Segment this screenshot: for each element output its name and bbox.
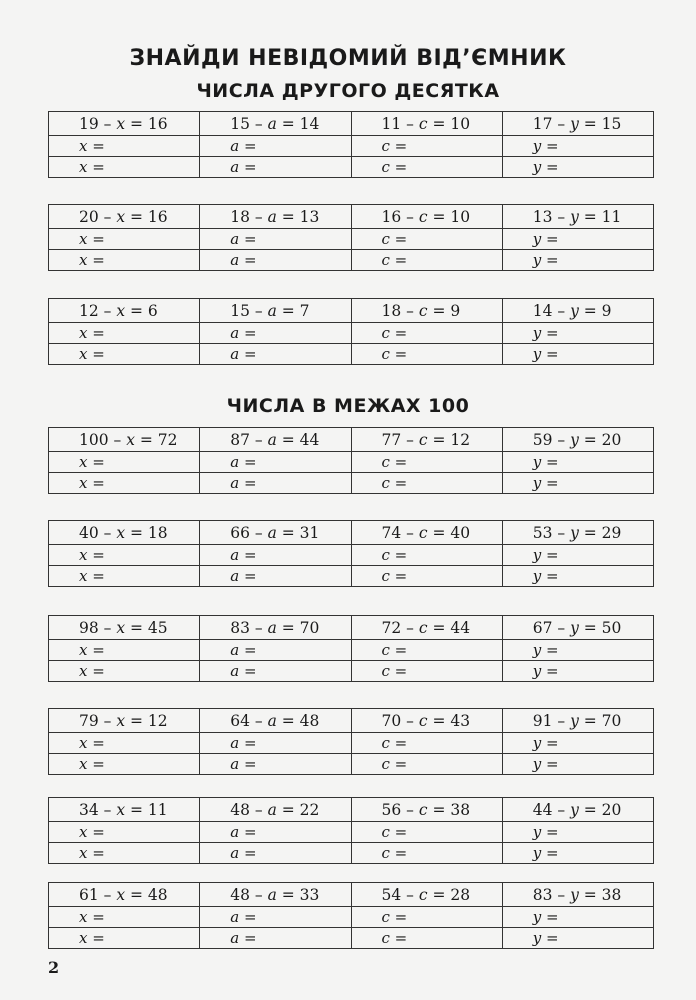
equation-cell: 98 – x = 45 [49, 616, 200, 640]
answer-blank[interactable]: c = [351, 157, 502, 178]
page-title: ЗНАЙДИ НЕВІДОМИЙ ВІД’ЄМНИК [129, 46, 567, 71]
equation-row [49, 112, 654, 136]
answer-blank[interactable]: a = [200, 545, 351, 566]
answer-blank[interactable]: a = [200, 733, 351, 754]
answer-blank[interactable]: y = [502, 640, 653, 661]
answer-blank[interactable]: c = [351, 907, 502, 928]
answer-blank[interactable]: y = [502, 452, 653, 473]
equation-cell: 13 – y = 11 [502, 205, 653, 229]
equation-cell: 15 – a = 14 [200, 112, 351, 136]
answer-blank[interactable]: y = [502, 566, 653, 587]
equation-row [49, 299, 654, 323]
answer-blank[interactable]: c = [351, 323, 502, 344]
answer-blank[interactable]: x = [49, 473, 200, 494]
answer-blank[interactable]: a = [200, 157, 351, 178]
equation-cell: 11 – c = 10 [351, 112, 502, 136]
answer-row [49, 452, 654, 473]
equation-cell: 70 – c = 43 [351, 709, 502, 733]
answer-blank[interactable]: c = [351, 822, 502, 843]
answer-blank[interactable]: a = [200, 822, 351, 843]
answer-blank[interactable]: a = [200, 640, 351, 661]
page-number: 2 [48, 958, 60, 977]
answer-blank[interactable]: y = [502, 344, 653, 365]
equation-cell: 79 – x = 12 [49, 709, 200, 733]
equation-table [48, 111, 654, 178]
answer-row [49, 545, 654, 566]
equation-cell: 34 – x = 11 [49, 798, 200, 822]
equation-table [48, 204, 654, 271]
answer-blank[interactable]: x = [49, 907, 200, 928]
answer-row [49, 928, 654, 949]
answer-blank[interactable]: y = [502, 545, 653, 566]
answer-row [49, 843, 654, 864]
answer-blank[interactable]: y = [502, 661, 653, 682]
answer-blank[interactable]: x = [49, 323, 200, 344]
answer-row [49, 157, 654, 178]
answer-blank[interactable]: c = [351, 754, 502, 775]
answer-blank[interactable]: y = [502, 323, 653, 344]
answer-row [49, 323, 654, 344]
answer-blank[interactable]: c = [351, 733, 502, 754]
answer-blank[interactable]: c = [351, 250, 502, 271]
equation-table [48, 520, 654, 587]
equation-row [49, 883, 654, 907]
answer-blank[interactable]: c = [351, 661, 502, 682]
answer-blank[interactable]: x = [49, 843, 200, 864]
answer-row [49, 136, 654, 157]
equation-table [48, 708, 654, 775]
equation-cell: 91 – y = 70 [502, 709, 653, 733]
answer-blank[interactable]: y = [502, 754, 653, 775]
answer-row [49, 640, 654, 661]
equation-row [49, 798, 654, 822]
equation-row [49, 205, 654, 229]
equation-table [48, 797, 654, 864]
equation-table [48, 615, 654, 682]
equation-cell: 19 – x = 16 [49, 112, 200, 136]
equation-cell: 53 – y = 29 [502, 521, 653, 545]
section-title-second-ten: ЧИСЛА ДРУГОГО ДЕСЯТКА [196, 80, 500, 102]
answer-row [49, 473, 654, 494]
answer-blank[interactable]: x = [49, 229, 200, 250]
equation-row [49, 428, 654, 452]
answer-blank[interactable]: a = [200, 928, 351, 949]
equation-cell: 17 – y = 15 [502, 112, 653, 136]
equation-cell: 66 – a = 31 [200, 521, 351, 545]
answer-blank[interactable]: x = [49, 928, 200, 949]
answer-blank[interactable]: x = [49, 733, 200, 754]
answer-blank[interactable]: y = [502, 733, 653, 754]
equation-cell: 18 – c = 9 [351, 299, 502, 323]
answer-blank[interactable]: x = [49, 822, 200, 843]
answer-blank[interactable]: x = [49, 545, 200, 566]
answer-blank[interactable]: c = [351, 545, 502, 566]
equation-cell: 56 – c = 38 [351, 798, 502, 822]
answer-row [49, 733, 654, 754]
answer-blank[interactable]: a = [200, 344, 351, 365]
equation-cell: 48 – a = 33 [200, 883, 351, 907]
equation-cell: 18 – a = 13 [200, 205, 351, 229]
answer-blank[interactable]: y = [502, 928, 653, 949]
answer-blank[interactable]: a = [200, 229, 351, 250]
equation-cell: 48 – a = 22 [200, 798, 351, 822]
answer-row [49, 661, 654, 682]
equation-cell: 100 – x = 72 [49, 428, 200, 452]
answer-blank[interactable]: y = [502, 907, 653, 928]
answer-blank[interactable]: c = [351, 640, 502, 661]
answer-blank[interactable]: a = [200, 250, 351, 271]
equation-table [48, 882, 654, 949]
answer-row [49, 344, 654, 365]
answer-blank[interactable]: x = [49, 661, 200, 682]
section-title-within-100: ЧИСЛА В МЕЖАХ 100 [226, 395, 470, 417]
equation-cell: 72 – c = 44 [351, 616, 502, 640]
equation-cell: 54 – c = 28 [351, 883, 502, 907]
answer-blank[interactable]: x = [49, 136, 200, 157]
answer-blank[interactable]: y = [502, 473, 653, 494]
equation-cell: 15 – a = 7 [200, 299, 351, 323]
equation-row [49, 616, 654, 640]
equation-table [48, 427, 654, 494]
answer-blank[interactable]: y = [502, 136, 653, 157]
equation-cell: 64 – a = 48 [200, 709, 351, 733]
equation-cell: 44 – y = 20 [502, 798, 653, 822]
answer-blank[interactable]: a = [200, 661, 351, 682]
answer-blank[interactable]: x = [49, 566, 200, 587]
answer-row [49, 907, 654, 928]
answer-blank[interactable]: c = [351, 928, 502, 949]
equation-cell: 67 – y = 50 [502, 616, 653, 640]
answer-blank[interactable]: a = [200, 452, 351, 473]
answer-blank[interactable]: c = [351, 136, 502, 157]
answer-blank[interactable]: y = [502, 822, 653, 843]
answer-blank[interactable]: c = [351, 229, 502, 250]
answer-row [49, 754, 654, 775]
answer-blank[interactable]: x = [49, 452, 200, 473]
answer-blank[interactable]: a = [200, 843, 351, 864]
equation-cell: 16 – c = 10 [351, 205, 502, 229]
answer-blank[interactable]: x = [49, 250, 200, 271]
answer-blank[interactable]: a = [200, 754, 351, 775]
equation-cell: 61 – x = 48 [49, 883, 200, 907]
equation-cell: 83 – a = 70 [200, 616, 351, 640]
answer-blank[interactable]: y = [502, 843, 653, 864]
equation-table [48, 298, 654, 365]
answer-blank[interactable]: a = [200, 473, 351, 494]
equation-row [49, 709, 654, 733]
answer-blank[interactable]: a = [200, 323, 351, 344]
equation-cell: 77 – c = 12 [351, 428, 502, 452]
equation-cell: 20 – x = 16 [49, 205, 200, 229]
answer-row [49, 229, 654, 250]
equation-cell: 14 – y = 9 [502, 299, 653, 323]
equation-cell: 87 – a = 44 [200, 428, 351, 452]
answer-blank[interactable]: c = [351, 473, 502, 494]
answer-row [49, 566, 654, 587]
answer-blank[interactable]: c = [351, 566, 502, 587]
equation-cell: 12 – x = 6 [49, 299, 200, 323]
answer-blank[interactable]: y = [502, 229, 653, 250]
answer-row [49, 250, 654, 271]
answer-blank[interactable]: y = [502, 250, 653, 271]
equation-row [49, 521, 654, 545]
equation-cell: 59 – y = 20 [502, 428, 653, 452]
answer-blank[interactable]: c = [351, 843, 502, 864]
equation-cell: 83 – y = 38 [502, 883, 653, 907]
answer-blank[interactable]: c = [351, 344, 502, 365]
equation-cell: 40 – x = 18 [49, 521, 200, 545]
answer-row [49, 822, 654, 843]
answer-blank[interactable]: y = [502, 157, 653, 178]
equation-cell: 74 – c = 40 [351, 521, 502, 545]
answer-blank[interactable]: a = [200, 566, 351, 587]
answer-blank[interactable]: x = [49, 157, 200, 178]
answer-blank[interactable]: x = [49, 344, 200, 365]
answer-blank[interactable]: a = [200, 907, 351, 928]
answer-blank[interactable]: a = [200, 136, 351, 157]
answer-blank[interactable]: x = [49, 640, 200, 661]
answer-blank[interactable]: x = [49, 754, 200, 775]
answer-blank[interactable]: c = [351, 452, 502, 473]
